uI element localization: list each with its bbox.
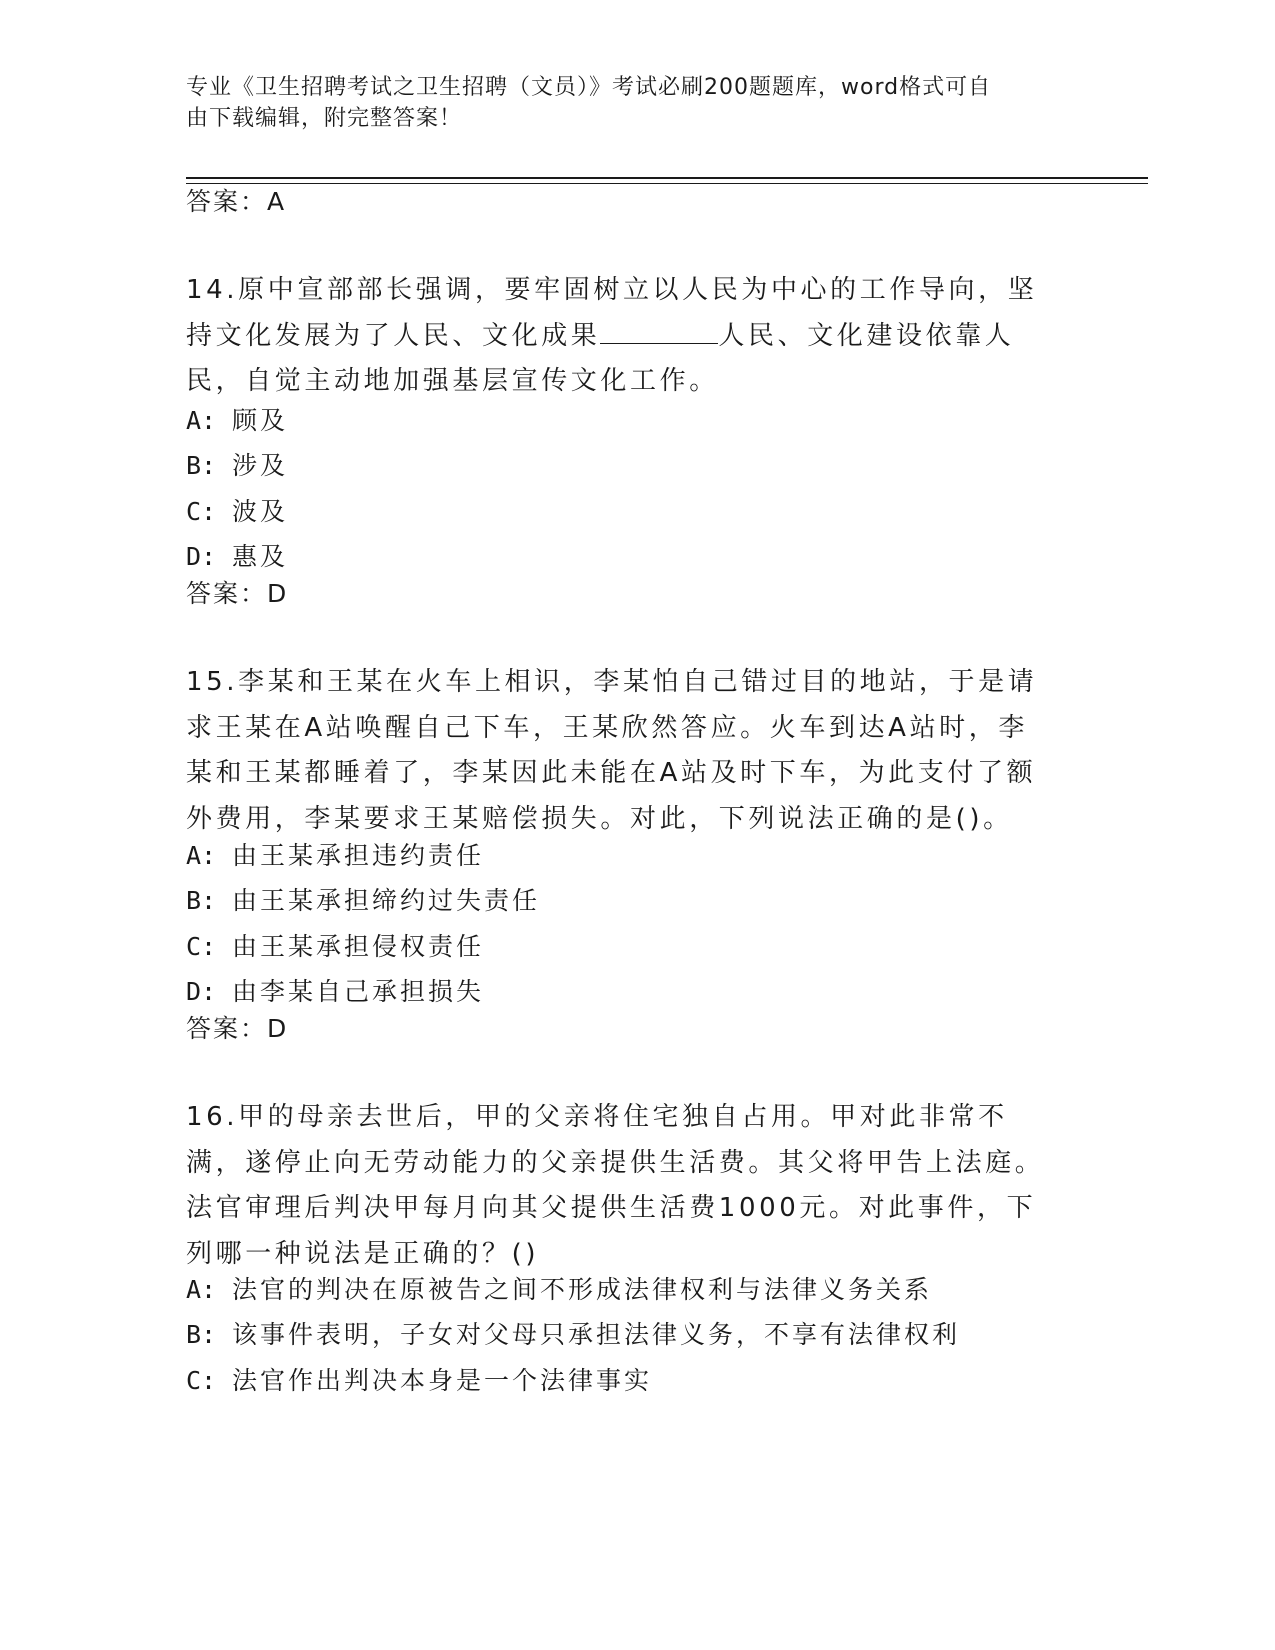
fill-blank bbox=[600, 321, 718, 344]
option-b: B: 由王某承担缔约过失责任 bbox=[186, 886, 541, 916]
option-d: D: 由李某自己承担损失 bbox=[186, 976, 485, 1006]
page-header bbox=[186, 72, 1066, 134]
option-c: C: 由王某承担侵权责任 bbox=[186, 931, 485, 961]
option-b: B: 该事件表明，子女对父母只承担法律义务，不享有法律权利 bbox=[186, 1320, 961, 1350]
option-c: C: 波及 bbox=[186, 496, 289, 526]
header-rule-thin bbox=[186, 183, 1148, 184]
option-a: A: 顾及 bbox=[186, 406, 289, 435]
question-14-text-before: 14.原中宣部部长强调，要牢固树立以人民为中心的工作导向，坚持文化发展为了人民、文化成果 bbox=[186, 275, 1038, 351]
option-a: A: 由王某承担违约责任 bbox=[186, 841, 485, 870]
option-c: C: 法官作出判决本身是一个法律事实 bbox=[186, 1365, 653, 1395]
question-14-options bbox=[186, 398, 1086, 579]
option-b: B: 涉及 bbox=[186, 451, 289, 481]
option-a: A: 法官的判决在原被告之间不形成法律权利与法律义务关系 bbox=[186, 1275, 933, 1304]
header-line-1: 专业《卫生招聘考试之卫生招聘（文员）》考试必刷200题题库，word格式可自 bbox=[186, 75, 992, 100]
option-d: D: 惠及 bbox=[186, 541, 289, 571]
question-14-text-after: 人民、文化建设依靠人民，自觉主动地加强基层宣传文化工作。 bbox=[186, 320, 1015, 396]
question-15: 15.李某和王某在火车上相识，李某怕自己错过目的地站，于是请求王某在A站唤醒自己下车，王某欣然答应。火车到达A站时，李某和王某都睡着了，李某因此未能在A站及时下车，为此支付了额外费用，李某要求王某赔偿损失。对此，下列说法正确的是()。 bbox=[186, 667, 1038, 834]
answer-q15: 答案：D bbox=[186, 1014, 289, 1043]
answer-q13: 答案：A bbox=[186, 187, 287, 216]
question-14 bbox=[186, 268, 1056, 405]
header-line-2: 由下载编辑，附完整答案！ bbox=[186, 106, 463, 131]
question-15-options bbox=[186, 833, 1086, 1014]
question-16: 16.甲的母亲去世后，甲的父亲将住宅独自占用。甲对此非常不满，遂停止向无劳动能力的父亲提供生活费。其父将甲告上法庭。法官审理后判决甲每月向其父提供生活费1000元。对此事件，下列哪一种说法是正确的？() bbox=[186, 1102, 1045, 1269]
answer-q14: 答案：D bbox=[186, 579, 289, 608]
header-rule-thick bbox=[186, 177, 1148, 179]
question-16-options bbox=[186, 1267, 1086, 1403]
